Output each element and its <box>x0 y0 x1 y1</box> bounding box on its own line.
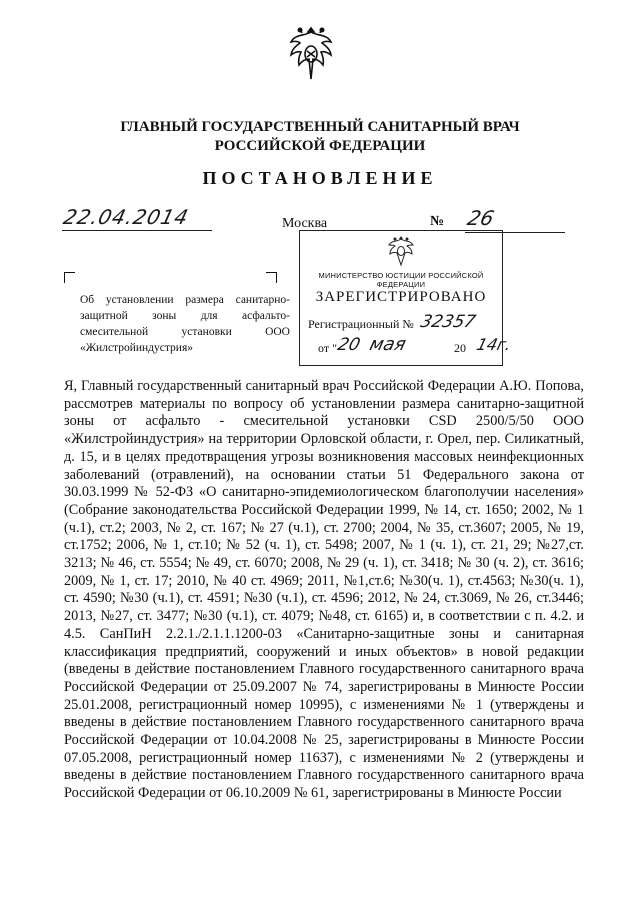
number-label: № <box>430 214 445 229</box>
registration-stamp <box>299 230 514 366</box>
body-paragraph: Я, Главный государственный санитарный врач Российской Федерации А.Ю. Попова, рассмотрев материалы по вопросу об установлении размера санитарно-защитной зоны от асфальто - смесительной установки CSD 2500/5/50 ООО «Жилстройиндустрия» на территории Орловской области, г. Орел, пер. Силикатный, д. 15, и в целях предотвращения угрозы возникновения массовых неинфекционных заболеваний (отравлений), на основании статьи 51 Федерального закона от 30.03.1999 № 52-ФЗ «О санитарно-эпидемиологическом благополучии населения» (Собрание законодательства Российской Федерации 1999, № 14, ст. 1650; 2002, № 1 (ч.1), ст.2; 2003, № 2, ст. 167; № 27 (ч.1), ст. 2700; 2004, № 35, ст.3607; 2005, № 19, ст.1752; 2006, № 1, ст.10; № 52 (ч. 1), ст. 5498; 2007, № 1 (ч. 1), ст. 21, 29; №27,ст. 3213; № 46, ст. 5554; № 49, ст. 6070; 2008, № 29 (ч. 1), ст. 3418; № 30 (ч. 2), ст. 3616; 2009, № 1, ст. 17; 2010, № 40 ст. 4969; 2011, №1,ст.6; №30(ч. 1), ст.4563; №30(ч. 1), ст. 4590; №30 (ч.1), ст. 4591; №30 (ч.1), ст. 4596; 2012, № 24, ст.3069, № 26, ст.3446; 2013, №27, ст. 3477; №30 (ч.1), ст. 4079; №48, ст. 6165) и, в соответствии с п. 4.2. и 4.5. СанПиН 2.2.1./2.1.1.1200-03 «Санитарно-защитные зоны и санитарная классификация предприятий, сооружений и иных объектов» в новой редакции (введены в действие постановлением Главного государственного санитарного врача Российской Федерации от 25.09.2007 № 74, зарегистрированы в Минюсте России 25.01.2008, регистрационный номер 10995), с изменениями № 1 (утверждены и введены в действие постановлением Главного государственного санитарного врача Российской Федерации от 10.04.2008 № 25, зарегистрированы в Минюсте России 07.05.2008, регистрационный номер 11637), с изменениями № 2 (утверждены и введены в действие постановлением Главного государственного санитарного врача Российской Федерации от 06.10.2009 № 61, зарегистрированы в Минюсте России <box>64 378 584 802</box>
stamp-ministry: МИНИСТЕРСТВО ЮСТИЦИИ РОССИЙСКОЙ ФЕДЕРАЦИИ <box>318 271 484 289</box>
city: Москва <box>282 216 328 231</box>
stamp-year-suffix: 14г. <box>474 335 514 354</box>
stamp-day: 20 <box>335 335 363 355</box>
stamp-month: мая <box>367 334 409 355</box>
handwritten-date: 22.04.2014 <box>61 205 192 229</box>
stamp-reg-number: 32357 <box>418 312 478 332</box>
date-underline <box>62 230 212 231</box>
subject-bracket-right <box>266 272 277 283</box>
subject-bracket-left <box>64 272 75 283</box>
subject-text: Об установлении размера санитарно-защитной зоны для асфальто- смесительной установки ООО «Жилстройиндустрия» <box>80 294 290 354</box>
stamp-registered: ЗАРЕГИСТРИРОВАНО <box>315 289 487 305</box>
handwritten-number: 26 <box>465 206 497 230</box>
issuer-title-line-2: РОССИЙСКОЙ ФЕДЕРАЦИИ <box>214 138 426 154</box>
issuer-title <box>0 118 640 156</box>
stamp-date-prefix: от " <box>318 341 337 355</box>
emblem-icon <box>286 22 336 84</box>
stamp-emblem-icon <box>387 235 415 267</box>
document-type: ПОСТАНОВЛЕНИЕ <box>202 168 438 188</box>
stamp-year-prefix: 20 <box>454 341 466 355</box>
stamp-reg-label: Регистрационный № <box>308 317 414 331</box>
issuer-title-line-1: ГЛАВНЫЙ ГОСУДАРСТВЕННЫЙ САНИТАРНЫЙ ВРАЧ <box>120 119 520 135</box>
